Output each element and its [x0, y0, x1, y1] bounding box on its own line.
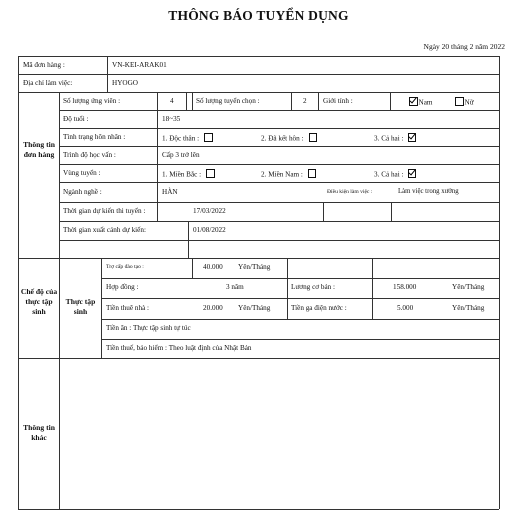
tax-text: Tiền thuế, bảo hiểm : Theo luật định của Nhật Bản: [106, 344, 252, 352]
condition-value: Làm việc trong xưởng: [398, 188, 459, 195]
section-benefits: Chế độ của thực tập sinh: [20, 287, 58, 316]
selected-value: 2: [303, 97, 307, 105]
section-trainee: Thực tập sinh: [65, 297, 96, 316]
gender-male-option[interactable]: [409, 97, 432, 107]
departure-date-value: 01/08/2022: [193, 226, 226, 234]
section-other-info: Thông tin khác: [23, 423, 55, 442]
selected-label: Số lượng tuyển chọn :: [196, 97, 260, 105]
occupation-value: HÀN: [162, 188, 178, 196]
exam-date-label: Thời gian dự kiến thi tuyển :: [63, 207, 146, 215]
gender-label: Giới tính :: [323, 97, 353, 105]
utilities-value: 5.000: [397, 304, 414, 312]
checkbox-icon[interactable]: [308, 169, 317, 178]
allowance-label: Trợ cấp đào tạo :: [106, 264, 144, 270]
exam-date-value: 17/03/2022: [193, 207, 226, 215]
checkbox-icon[interactable]: [309, 133, 318, 142]
other-info-content: [60, 359, 498, 508]
checkbox-icon[interactable]: [204, 133, 213, 142]
occupation-label: Ngành nghề :: [63, 188, 102, 196]
gender-female-label: Nữ: [464, 98, 474, 107]
section-order-info: Thông tin đơn hàng: [23, 140, 55, 159]
marital-married: 2. Đã kết hôn :: [261, 133, 317, 143]
region-both: 3. Cả hai :: [374, 169, 416, 179]
rent-value: 20.000: [203, 304, 223, 312]
age-label: Độ tuổi :: [63, 115, 89, 123]
page-title: THÔNG BÁO TUYỂN DỤNG: [168, 8, 349, 23]
marital-both: 3. Cả hai :: [374, 133, 416, 143]
allowance-value: 40.000: [203, 263, 223, 271]
gender-female-option[interactable]: [455, 97, 474, 107]
rent-label: Tiền thuê nhà :: [106, 304, 150, 312]
marital-single: 1. Độc thân :: [162, 133, 213, 143]
utilities-unit: Yên/Tháng: [452, 304, 485, 312]
order-code-value: VN-KEI-ARAK01: [112, 61, 167, 69]
meals-text: Tiền ăn : Thực tập sinh tự túc: [106, 324, 191, 332]
checkbox-checked-icon[interactable]: [408, 169, 417, 178]
region-north: 1. Miền Bắc :: [162, 169, 215, 179]
utilities-label: Tiền ga điện nước :: [291, 304, 347, 312]
checkbox-checked-icon[interactable]: [409, 97, 418, 106]
education-label: Trình độ học vấn :: [63, 151, 116, 159]
contract-label: Hợp đồng :: [106, 283, 139, 291]
base-salary-value: 158.000: [393, 283, 417, 291]
quantity-value: 4: [170, 97, 174, 105]
checkbox-icon[interactable]: [455, 97, 464, 106]
base-salary-unit: Yên/Tháng: [452, 283, 485, 291]
work-location-label: Địa chỉ làm việc:: [23, 79, 73, 87]
age-value: 18~35: [162, 115, 181, 123]
quantity-label: Số lượng ứng viên :: [63, 97, 121, 105]
region-south: 2. Miền Nam :: [261, 169, 316, 179]
rent-unit: Yên/Tháng: [238, 304, 271, 312]
order-code-label: Mã đơn hàng :: [23, 61, 65, 69]
gender-male-label: Nam: [418, 98, 433, 107]
departure-date-label: Thời gian xuất cảnh dự kiến:: [63, 226, 146, 234]
base-salary-label: Lương cơ bản :: [291, 283, 336, 291]
checkbox-checked-icon[interactable]: [408, 133, 417, 142]
marital-label: Tình trạng hôn nhân :: [63, 133, 126, 141]
document-date: Ngày 20 tháng 2 năm 2022: [423, 42, 505, 51]
condition-label: Điều kiện làm việc :: [327, 189, 373, 195]
checkbox-icon[interactable]: [206, 169, 215, 178]
work-location-value: HYOGO: [112, 79, 138, 87]
allowance-unit: Yên/Tháng: [238, 263, 271, 271]
contract-value: 3 năm: [226, 283, 244, 291]
education-value: Cấp 3 trở lên: [162, 151, 200, 159]
region-label: Vùng tuyển :: [63, 169, 101, 177]
